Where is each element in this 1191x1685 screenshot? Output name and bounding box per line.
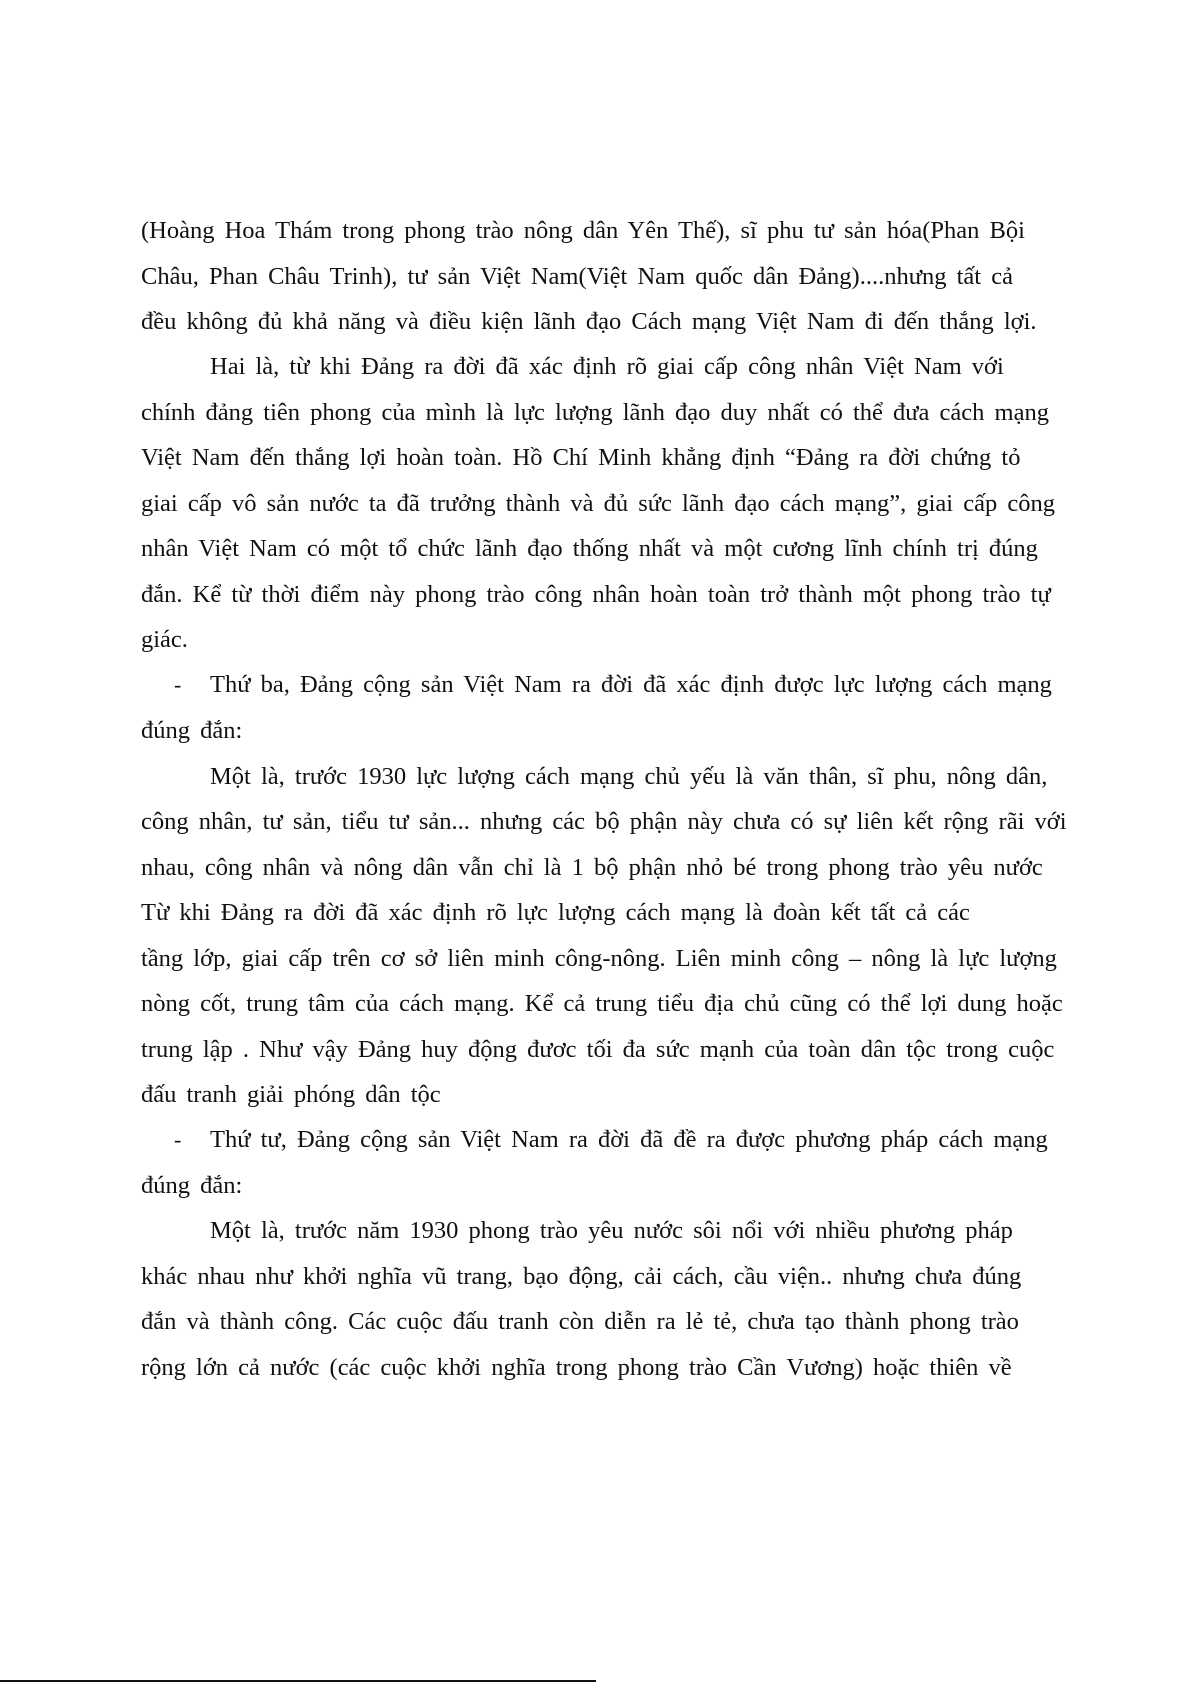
text-line: đúng đắn: (141, 1172, 243, 1199)
text-line: đắn. Kể từ thời điểm này phong trào công nhân hoàn toàn trở thành một phong trào tự (141, 581, 1051, 608)
text-line: nòng cốt, trung tâm của cách mạng. Kể cả trung tiểu địa chủ cũng có thể lợi dung hoặc (141, 990, 1063, 1017)
text-line: giác. (141, 626, 188, 653)
text-line: Châu, Phan Châu Trinh), tư sản Việt Nam(Việt Nam quốc dân Đảng)....nhưng tất cả (141, 263, 1013, 290)
text-line: trung lập . Như vậy Đảng huy động đươc tối đa sức mạnh của toàn dân tộc trong cuộc (141, 1036, 1055, 1063)
text-line: khác nhau như khởi nghĩa vũ trang, bạo động, cải cách, cầu viện.. nhưng chưa đúng (141, 1263, 1022, 1290)
text-line: Một là, trước năm 1930 phong trào yêu nước sôi nổi với nhiều phương pháp (210, 1217, 1013, 1244)
text-line: đều không đủ khả năng và điều kiện lãnh đạo Cách mạng Việt Nam đi đến thắng lợi. (141, 308, 1037, 335)
text-line: đấu tranh giải phóng dân tộc (141, 1081, 441, 1108)
text-line: đắn và thành công. Các cuộc đấu tranh còn diễn ra lẻ tẻ, chưa tạo thành phong trào (141, 1308, 1019, 1335)
text-line: công nhân, tư sản, tiểu tư sản... nhưng các bộ phận này chưa có sự liên kết rộng rãi với (141, 808, 1067, 835)
text-line: nhau, công nhân và nông dân vẫn chỉ là 1 bộ phận nhỏ bé trong phong trào yêu nước (141, 854, 1043, 881)
text-line: giai cấp vô sản nước ta đã trưởng thành và đủ sức lãnh đạo cách mạng”, giai cấp công (141, 490, 1055, 517)
text-line: Hai là, từ khi Đảng ra đời đã xác định rõ giai cấp công nhân Việt Nam với (210, 353, 1004, 380)
footnote-separator (0, 1680, 596, 1682)
dash-bullet: - (174, 1127, 182, 1152)
text-line: Thứ ba, Đảng cộng sản Việt Nam ra đời đã xác định được lực lượng cách mạng (210, 671, 1052, 698)
text-line: Thứ tư, Đảng cộng sản Việt Nam ra đời đã đề ra được phương pháp cách mạng (210, 1126, 1048, 1153)
text-line: rộng lớn cả nước (các cuộc khởi nghĩa trong phong trào Cần Vương) hoặc thiên về (141, 1354, 1012, 1381)
text-line: đúng đắn: (141, 717, 243, 744)
text-line: (Hoàng Hoa Thám trong phong trào nông dân Yên Thế), sĩ phu tư sản hóa(Phan Bội (141, 217, 1025, 244)
text-line: Từ khi Đảng ra đời đã xác định rõ lực lượng cách mạng là đoàn kết tất cả các (141, 899, 970, 926)
dash-bullet: - (174, 672, 182, 697)
text-line: chính đảng tiên phong của mình là lực lượng lãnh đạo duy nhất có thể đưa cách mạng (141, 399, 1049, 426)
text-line: Một là, trước 1930 lực lượng cách mạng chủ yếu là văn thân, sĩ phu, nông dân, (210, 763, 1048, 790)
text-line: Việt Nam đến thắng lợi hoàn toàn. Hồ Chí Minh khẳng định “Đảng ra đời chứng tỏ (141, 444, 1021, 471)
text-line: nhân Việt Nam có một tổ chức lãnh đạo thống nhất và một cương lĩnh chính trị đúng (141, 535, 1038, 562)
text-line: tầng lớp, giai cấp trên cơ sở liên minh công-nông. Liên minh công – nông là lực lượng (141, 945, 1057, 972)
